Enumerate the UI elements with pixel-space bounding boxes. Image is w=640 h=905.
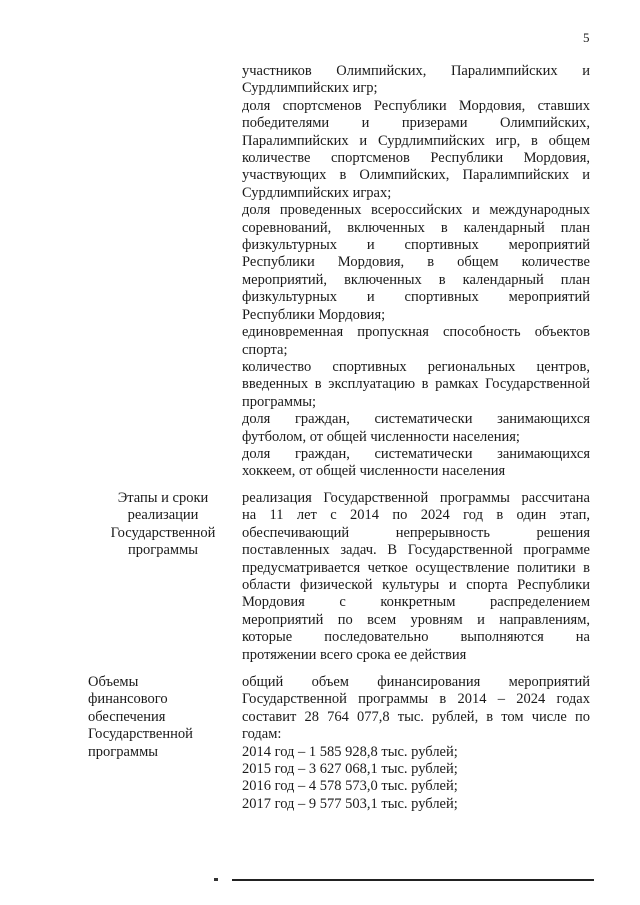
scan-mark — [214, 878, 218, 881]
year-funding-line: 2016 год – 4 578 573,0 тыс. рублей; — [242, 778, 458, 795]
text-line: обеспечивающий непрерывность решения — [242, 524, 590, 541]
label-line: программы — [128, 542, 198, 559]
text-line: реализация Государственной программы рассчитана — [242, 490, 590, 506]
year-funding-line: 2017 год – 9 577 503,1 тыс. рублей; — [242, 795, 458, 812]
text-line: Мордовия с конкретным распределением — [242, 594, 590, 611]
page-number: 5 — [583, 30, 590, 45]
label-line: Этапы и сроки — [117, 490, 209, 506]
indicator-line: спорта; — [242, 341, 288, 358]
text-line: поставленных задач. В Государственной программе — [242, 542, 590, 559]
label-line: программы — [88, 743, 158, 760]
text-line: составит 28 764 077,8 тыс. рублей, в том числе по — [242, 708, 590, 725]
indicator-line: хоккеем, от общей численности населения — [242, 463, 506, 480]
indicator-line: единовременная пропускная способность объектов — [242, 324, 590, 341]
indicator-line: соревнований, включенных в календарный план — [242, 219, 590, 236]
indicator-line: мероприятий, включенных в календарный план — [242, 271, 590, 288]
text-line: общий объем финансирования мероприятий — [242, 674, 590, 690]
indicator-line: физкультурных и спортивных мероприятий — [242, 289, 590, 306]
text-line: которые последовательно выполняются на — [242, 629, 590, 646]
indicator-line: физкультурных и спортивных мероприятий — [242, 237, 590, 254]
indicator-line: количество спортивных региональных центров, — [242, 358, 590, 375]
text-line: области физической культуры и спорта Республики — [242, 577, 590, 594]
indicator-line: участвующих в Олимпийских, Паралимпийских и — [242, 167, 590, 184]
indicator-line: победителями и призерами Олимпийских, — [242, 115, 590, 132]
text-line: Государственной программы в 2014 – 2024 годах — [242, 691, 590, 708]
footer-rule — [232, 879, 594, 881]
label-line: Государственной — [88, 726, 193, 743]
indicator-line: доля проведенных всероссийских и международных — [242, 202, 590, 219]
indicator-line: участников Олимпийских, Паралимпийских и — [242, 63, 590, 79]
stages-label — [88, 490, 238, 560]
indicator-line: Сурдлимпийских играх; — [242, 184, 392, 201]
stages-text — [242, 490, 590, 664]
indicator-line: футболом, от общей численности населения; — [242, 428, 520, 445]
indicator-line: Республики Мордовия, в общем количестве — [242, 254, 590, 271]
label-line: реализации — [127, 507, 199, 524]
text-line: на 11 лет с 2014 по 2024 год в один этап, — [242, 507, 590, 524]
funding-text — [242, 674, 590, 813]
funding-label — [88, 674, 238, 761]
year-funding-line: 2014 год – 1 585 928,8 тыс. рублей; — [242, 743, 458, 760]
indicator-line: доля граждан, систематически занимающихся — [242, 411, 590, 428]
text-line: годам: — [242, 726, 282, 743]
indicator-line: введенных в эксплуатацию в рамках Государственной — [242, 376, 590, 393]
indicator-line: Паралимпийских и Сурдлимпийских игр, в общем — [242, 132, 590, 149]
indicator-line: доля граждан, систематически занимающихся — [242, 445, 590, 462]
text-line: предусматривается четкое осуществление политики в — [242, 559, 590, 576]
indicator-line: количестве спортсменов Республики Мордовия, — [242, 150, 590, 167]
indicators-block — [242, 63, 590, 481]
text-line: мероприятий по всем уровням и направлениям, — [242, 611, 590, 628]
label-line: Государственной — [110, 524, 216, 541]
label-line: финансового — [88, 691, 168, 708]
label-line: Объемы — [88, 674, 139, 690]
indicator-line: Сурдлимпийских игр; — [242, 80, 378, 97]
text-line: протяжении всего срока ее действия — [242, 646, 467, 663]
year-funding-line: 2015 год – 3 627 068,1 тыс. рублей; — [242, 761, 458, 778]
indicator-line: доля спортсменов Республики Мордовия, ставших — [242, 97, 590, 114]
indicator-line: программы; — [242, 393, 317, 410]
indicator-line: Республики Мордовия; — [242, 306, 386, 323]
label-line: обеспечения — [88, 708, 166, 725]
